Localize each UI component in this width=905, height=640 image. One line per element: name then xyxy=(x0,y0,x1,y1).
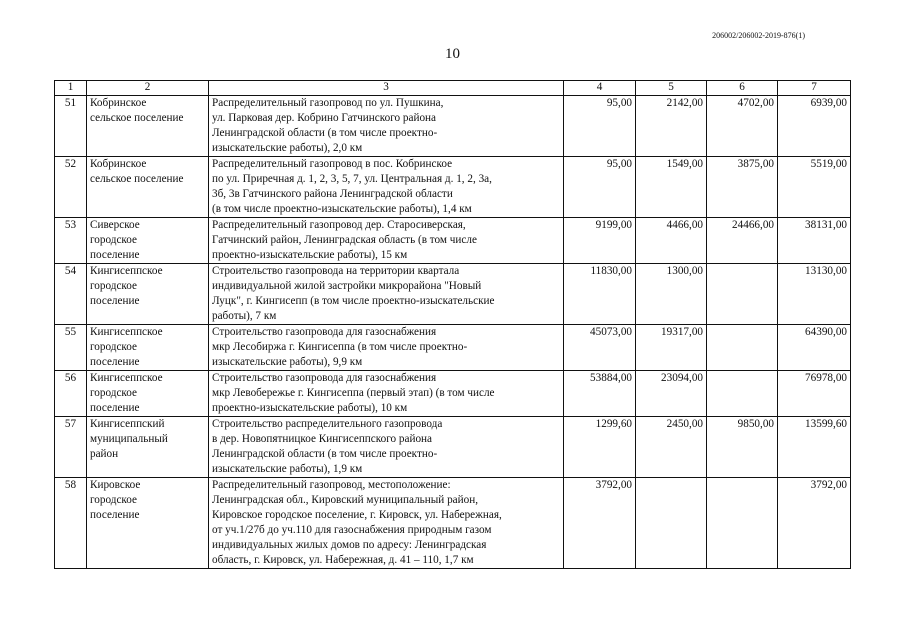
row-number: 58 xyxy=(55,478,87,569)
value-c7: 64390,00 xyxy=(778,325,851,371)
value-c5: 4466,00 xyxy=(636,218,707,264)
value-c5: 23094,00 xyxy=(636,371,707,417)
table-row xyxy=(55,417,851,478)
description-line: Луцк", г. Кингисепп (в том числе проектно-изыскательские xyxy=(212,295,495,307)
description-line: индивидуальной жилой застройки микрорайона "Новый xyxy=(212,280,482,292)
row-number: 55 xyxy=(55,325,87,371)
description-line: область, г. Кировск, ул. Набережная, д. 41 – 110, 1,7 км xyxy=(212,554,474,566)
table-row xyxy=(55,371,851,417)
value-c6: 9850,00 xyxy=(707,417,778,478)
value-c4: 9199,00 xyxy=(564,218,636,264)
description-cell xyxy=(209,371,564,417)
settlement-cell xyxy=(87,96,209,157)
description-line: изыскательские работы), 2,0 км xyxy=(212,142,363,154)
row-number: 57 xyxy=(55,417,87,478)
description-line: Строительство распределительного газопровода xyxy=(212,418,443,430)
description-cell xyxy=(209,417,564,478)
table-body xyxy=(55,96,851,569)
description-line: Строительство газопровода для газоснабжения xyxy=(212,326,437,338)
settlement-cell xyxy=(87,417,209,478)
settlement-line: поселение xyxy=(90,509,140,521)
description-cell xyxy=(209,325,564,371)
settlement-line: Кингисеппское xyxy=(90,326,163,338)
row-number: 53 xyxy=(55,218,87,264)
value-c6 xyxy=(707,264,778,325)
value-c4: 95,00 xyxy=(564,157,636,218)
value-c4: 45073,00 xyxy=(564,325,636,371)
column-header: 2 xyxy=(87,81,209,96)
description-line: Ленинградской области (в том числе проектно- xyxy=(212,448,438,460)
settlement-line: муниципальный xyxy=(90,433,168,445)
description-cell xyxy=(209,96,564,157)
description-line: Гатчинский район, Ленинградская область (в том числе xyxy=(212,234,477,246)
description-line: (в том числе проектно-изыскательские работы), 1,4 км xyxy=(212,203,472,215)
settlement-line: городское xyxy=(90,280,137,292)
value-c6: 3875,00 xyxy=(707,157,778,218)
settlement-line: район xyxy=(90,448,119,460)
description-line: Кировское городское поселение, г. Кировск, ул. Набережная, xyxy=(212,509,502,521)
table-row xyxy=(55,96,851,157)
settlement-line: Кингисеппское xyxy=(90,372,163,384)
value-c4: 1299,60 xyxy=(564,417,636,478)
settlement-line: поселение xyxy=(90,295,140,307)
column-header: 5 xyxy=(636,81,707,96)
column-header: 3 xyxy=(209,81,564,96)
settlement-line: Кингисеппское xyxy=(90,265,163,277)
value-c4: 3792,00 xyxy=(564,478,636,569)
description-line: изыскательские работы), 1,9 км xyxy=(212,463,363,475)
description-cell xyxy=(209,478,564,569)
value-c6 xyxy=(707,371,778,417)
value-c7: 3792,00 xyxy=(778,478,851,569)
description-line: Распределительный газопровод дер. Старосиверская, xyxy=(212,219,466,231)
settlement-line: Кировское xyxy=(90,479,141,491)
settlement-line: Сиверское xyxy=(90,219,140,231)
value-c5: 2450,00 xyxy=(636,417,707,478)
table-row xyxy=(55,264,851,325)
investment-table xyxy=(54,80,851,569)
description-line: проектно-изыскательские работы), 10 км xyxy=(212,402,408,414)
description-line: Распределительный газопровод по ул. Пушкина, xyxy=(212,97,444,109)
value-c7: 76978,00 xyxy=(778,371,851,417)
description-line: Строительство газопровода для газоснабжения xyxy=(212,372,437,384)
settlement-line: сельское поселение xyxy=(90,173,184,185)
settlement-line: городское xyxy=(90,494,137,506)
description-cell xyxy=(209,157,564,218)
value-c6 xyxy=(707,325,778,371)
settlement-cell xyxy=(87,478,209,569)
description-line: Ленинградской области (в том числе проектно- xyxy=(212,127,438,139)
description-line: работы), 7 км xyxy=(212,310,277,322)
description-line: от уч.1/27б до уч.110 для газоснабжения природным газом xyxy=(212,524,492,536)
row-number: 54 xyxy=(55,264,87,325)
table-row xyxy=(55,478,851,569)
page-number: 10 xyxy=(445,46,460,62)
settlement-cell xyxy=(87,218,209,264)
description-line: проектно-изыскательские работы), 15 км xyxy=(212,249,408,261)
settlement-line: городское xyxy=(90,341,137,353)
description-cell xyxy=(209,218,564,264)
description-line: по ул. Приречная д. 1, 2, 3, 5, 7, ул. Центральная д. 1, 2, 3а, xyxy=(212,173,492,185)
settlement-line: городское xyxy=(90,387,137,399)
value-c4: 95,00 xyxy=(564,96,636,157)
description-line: мкр Лесобиржа г. Кингисеппа (в том числе проектно- xyxy=(212,341,468,353)
settlement-line: поселение xyxy=(90,249,140,261)
settlement-line: Кобринское xyxy=(90,97,147,109)
value-c7: 13599,60 xyxy=(778,417,851,478)
description-line: Строительство газопровода на территории квартала xyxy=(212,265,460,277)
value-c5: 2142,00 xyxy=(636,96,707,157)
value-c7: 38131,00 xyxy=(778,218,851,264)
description-cell xyxy=(209,264,564,325)
settlement-line: поселение xyxy=(90,356,140,368)
value-c5: 1300,00 xyxy=(636,264,707,325)
description-line: в дер. Новопятницкое Кингисеппского района xyxy=(212,433,433,445)
value-c5: 1549,00 xyxy=(636,157,707,218)
value-c4: 11830,00 xyxy=(564,264,636,325)
value-c5: 19317,00 xyxy=(636,325,707,371)
description-line: изыскательские работы), 9,9 км xyxy=(212,356,363,368)
description-line: индивидуальных жилых домов по адресу: Ленинградская xyxy=(212,539,487,551)
description-line: 3б, 3в Гатчинского района Ленинградской области xyxy=(212,188,453,200)
description-line: Ленинградская обл., Кировский муниципальный район, xyxy=(212,494,478,506)
table-row xyxy=(55,325,851,371)
document-id: 206002/206002-2019-876(1) xyxy=(712,31,805,40)
settlement-line: Кингисеппский xyxy=(90,418,165,430)
settlement-line: городское xyxy=(90,234,137,246)
value-c4: 53884,00 xyxy=(564,371,636,417)
column-number-row xyxy=(55,81,851,96)
description-line: Распределительный газопровод, местоположение: xyxy=(212,479,451,491)
table-row xyxy=(55,218,851,264)
settlement-line: поселение xyxy=(90,402,140,414)
value-c7: 6939,00 xyxy=(778,96,851,157)
row-number: 52 xyxy=(55,157,87,218)
table-row xyxy=(55,157,851,218)
column-header: 6 xyxy=(707,81,778,96)
row-number: 51 xyxy=(55,96,87,157)
value-c7: 5519,00 xyxy=(778,157,851,218)
description-line: мкр Левобережье г. Кингисеппа (первый этап) (в том числе xyxy=(212,387,495,399)
description-line: Распределительный газопровод в пос. Кобринское xyxy=(212,158,453,170)
column-header: 7 xyxy=(778,81,851,96)
value-c6: 4702,00 xyxy=(707,96,778,157)
settlement-cell xyxy=(87,157,209,218)
column-header: 1 xyxy=(55,81,87,96)
value-c6: 24466,00 xyxy=(707,218,778,264)
value-c5 xyxy=(636,478,707,569)
settlement-line: сельское поселение xyxy=(90,112,184,124)
row-number: 56 xyxy=(55,371,87,417)
description-line: ул. Парковая дер. Кобрино Гатчинского района xyxy=(212,112,436,124)
settlement-cell xyxy=(87,264,209,325)
settlement-line: Кобринское xyxy=(90,158,147,170)
column-header: 4 xyxy=(564,81,636,96)
settlement-cell xyxy=(87,325,209,371)
value-c6 xyxy=(707,478,778,569)
value-c7: 13130,00 xyxy=(778,264,851,325)
settlement-cell xyxy=(87,371,209,417)
